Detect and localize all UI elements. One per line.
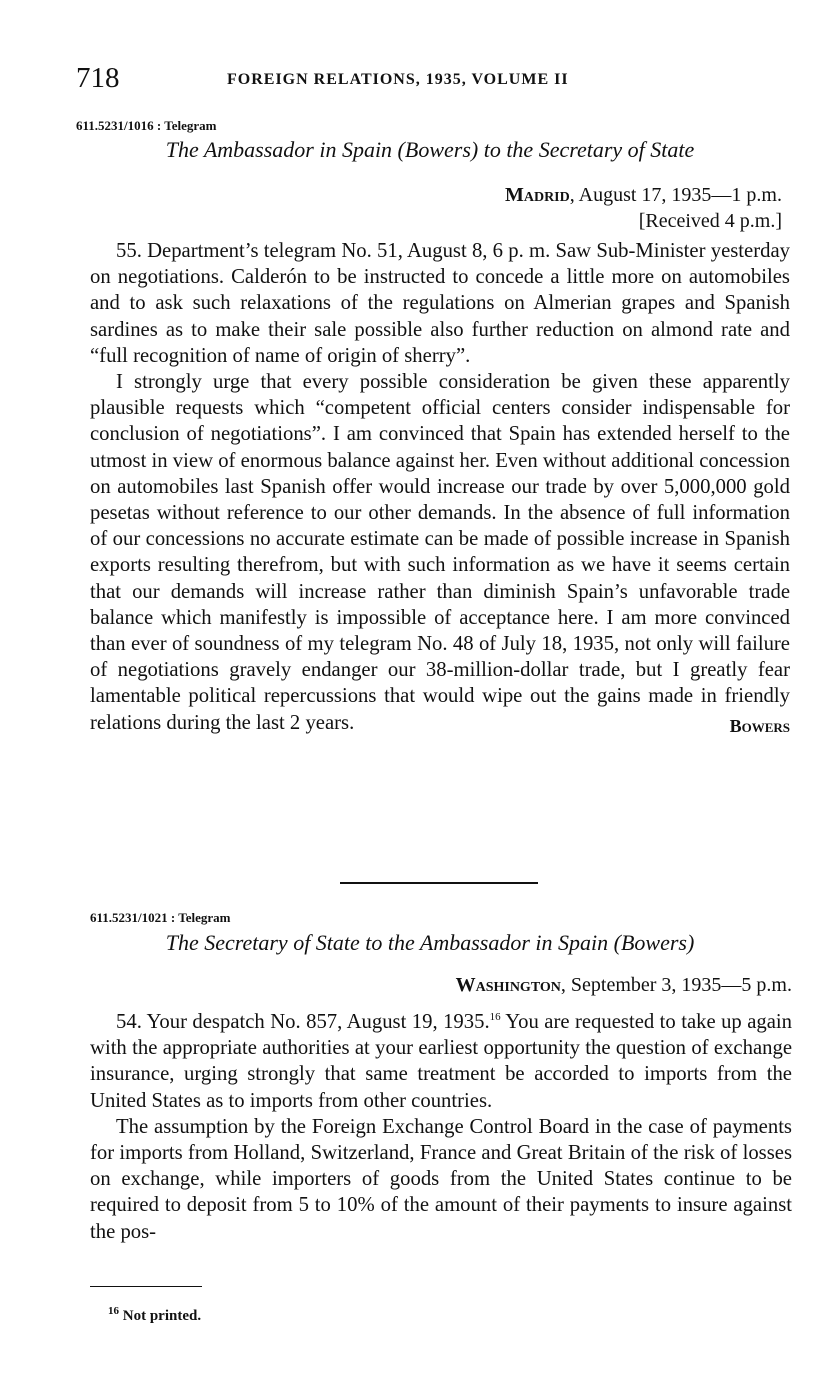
doc2-file-number: 611.5231/1021 : Telegram bbox=[90, 910, 231, 925]
doc1-received: [Received 4 p.m.] bbox=[638, 210, 782, 232]
page-number: 718 bbox=[76, 62, 120, 94]
doc1-dateline bbox=[380, 182, 782, 234]
doc1-place: Madrid bbox=[504, 184, 570, 206]
doc2-place: Washington bbox=[455, 974, 561, 996]
doc2-paragraph-2: The assumption by the Foreign Exchange Control Board in the case of payments for imports from Holland, Switzerland, France and Great Britain of the risk of losses on exchange, while importers of goods from the United States continue to be required to deposit from 5 to 10% of the amount of their payments to insure against the pos- bbox=[90, 1115, 792, 1243]
footnote-ref: 16 bbox=[489, 1011, 501, 1023]
doc1-date: , August 17, 1935—1 p.m. bbox=[569, 184, 782, 206]
footnote-text: Not printed. bbox=[119, 1308, 202, 1324]
doc2-dateline bbox=[330, 972, 792, 998]
doc1-paragraph-1: 55. Department’s telegram No. 51, August 8, 6 p. m. Saw Sub-Minister yesterday on negotiations. Calderón to be instructed to concede a little more on automobiles and to ask such relaxations of the regulations on Almerian grapes and Spanish sardines as to make their sale possible also further reduction on almond rate and “full recognition of name of origin of sherry”. bbox=[90, 240, 790, 367]
doc1-title: The Ambassador in Spain (Bowers) to the Secretary of State bbox=[165, 137, 695, 162]
doc1-file-number: 611.5231/1016 : Telegram bbox=[76, 118, 217, 133]
doc2-paragraph-1-rest: You are requested to take up again with the appropriate authorities at your earliest opportunity the question of exchange insurance, urging strongly that same treatment be accorded to imports from the United States as to imports from other countries. bbox=[90, 1010, 793, 1112]
doc2-title: The Secretary of State to the Ambassador in Spain (Bowers) bbox=[165, 930, 695, 955]
footnote-number: 16 bbox=[108, 1305, 119, 1317]
doc2-date: , September 3, 1935—5 p.m. bbox=[560, 974, 792, 996]
doc2-body bbox=[90, 1004, 792, 1245]
doc1-signature: Bowers bbox=[729, 715, 790, 736]
doc1-paragraph-2: I strongly urge that every possible consideration be given these apparently plausible requests which “competent official centers consider indispensable for conclusion of negotiations”. I am convinced that Spain has extended herself to the utmost in view of enormous balance against her. Even without additional concession on automobiles last Spanish offer would increase our trade by over 5,000,000 gold pesetas without reference to our other demands. In the absence of full information of our concessions no accurate estimate can be made of possible increase in Spanish exports resulting therefrom, but with such information as we have it seems certain that our demands will increase rather than diminish Spain’s unfavorable trade balance which manifestly is impossible of acceptance here. I am more convinced than ever of soundness of my telegram No. 48 of July 18, 1935, not only will failure of negotiations gravely endanger our 38-million-dollar trade, but I greatly fear lamentable political repercussions that would wipe out the gains made in friendly relations during the last 2 years. bbox=[90, 371, 790, 734]
page-header bbox=[76, 62, 796, 102]
doc2-paragraph-1 bbox=[90, 1004, 792, 1114]
footnote bbox=[108, 1305, 201, 1325]
doc2-paragraph-1-start: 54. Your despatch No. 857, August 19, 1935. bbox=[116, 1010, 490, 1033]
running-head: FOREIGN RELATIONS, 1935, VOLUME II bbox=[227, 71, 569, 88]
section-divider bbox=[340, 882, 538, 884]
footnote-divider bbox=[90, 1286, 202, 1287]
doc1-body bbox=[90, 238, 790, 737]
